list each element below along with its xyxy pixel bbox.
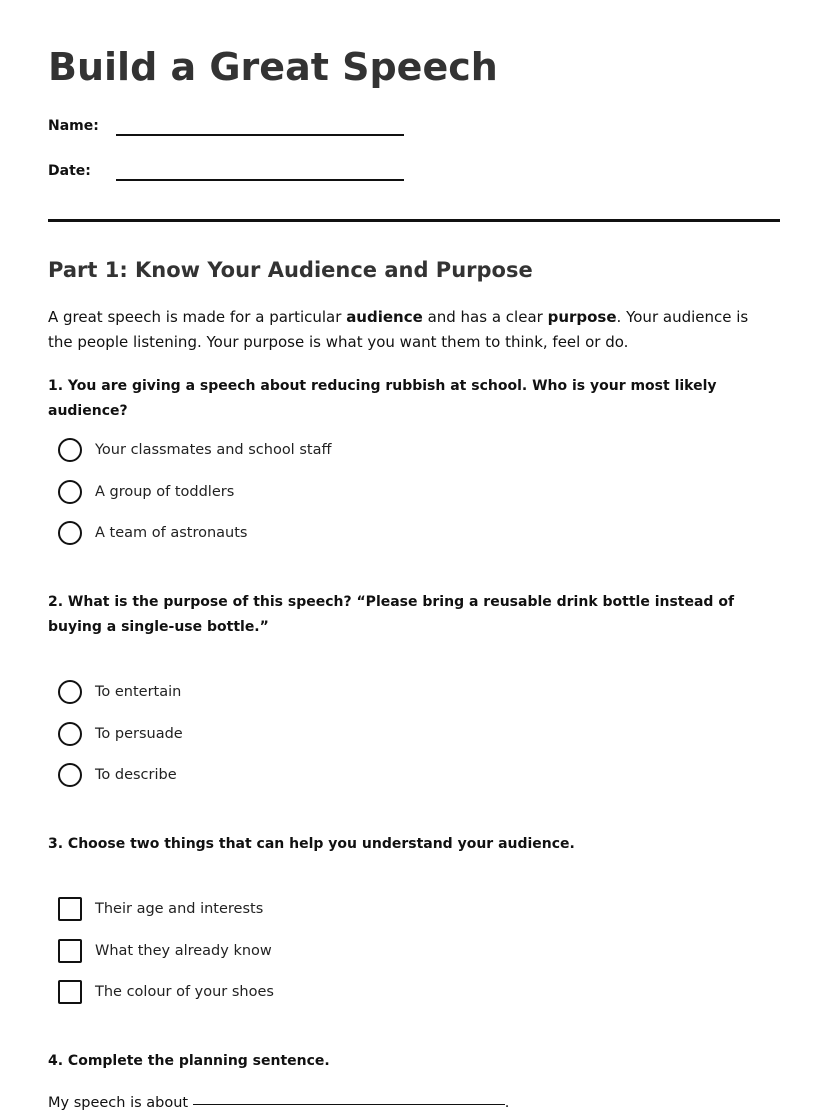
name-label: Name:: [48, 118, 99, 134]
radio-circle-icon[interactable]: [58, 763, 82, 787]
radio-circle-icon[interactable]: [58, 521, 82, 545]
radio-circle-icon[interactable]: [58, 722, 82, 746]
purpose-keyword: purpose: [547, 308, 617, 326]
option-label: A group of toddlers: [95, 484, 235, 500]
planning-sentence: [48, 1093, 768, 1113]
question-2-prompt: 2. What is the purpose of this speech? “Please bring a reusable drink bottle instead of buying a single-use bottle.”: [48, 594, 735, 635]
date-field[interactable]: [48, 161, 404, 181]
part-1-heading: Part 1: Know Your Audience and Purpose: [48, 258, 533, 282]
question-3-option-2[interactable]: [58, 939, 272, 963]
option-label: Their age and interests: [95, 901, 264, 917]
date-label: Date:: [48, 163, 91, 179]
question-2-option-2[interactable]: [58, 722, 183, 746]
option-label: What they already know: [95, 943, 272, 959]
checkbox-square-icon[interactable]: [58, 897, 82, 921]
question-1-prompt: 1. You are giving a speech about reducing rubbish at school. Who is your most likely audience?: [48, 378, 717, 419]
question-1-option-1[interactable]: [58, 438, 331, 462]
question-1-option-2[interactable]: [58, 480, 234, 504]
option-label: To entertain: [95, 684, 182, 700]
question-4-prompt: 4. Complete the planning sentence.: [48, 1053, 330, 1069]
audience-keyword: audience: [346, 308, 423, 326]
question-2-option-1[interactable]: [58, 680, 181, 704]
question-3-prompt: 3. Choose two things that can help you understand your audience.: [48, 836, 575, 852]
option-label: To persuade: [95, 726, 183, 742]
option-label: Your classmates and school staff: [95, 442, 332, 458]
radio-circle-icon[interactable]: [58, 438, 82, 462]
option-label: To describe: [95, 767, 177, 783]
question-1-option-3[interactable]: [58, 521, 247, 545]
question-2-option-3[interactable]: [58, 763, 177, 787]
intro-text-middle: and has a clear: [422, 308, 548, 326]
intro-text-end: . Your audience is the people listening. Your purpose is what you want them to think, feel or do.: [48, 308, 749, 351]
planning-sentence-start: My speech is about: [48, 1095, 189, 1111]
radio-circle-icon[interactable]: [58, 480, 82, 504]
intro-text-start: A great speech is made for a particular: [48, 308, 347, 326]
date-input-line[interactable]: [116, 163, 404, 181]
worksheet-page: [48, 45, 780, 1111]
question-3-option-1[interactable]: [58, 897, 263, 921]
checkbox-square-icon[interactable]: [58, 939, 82, 963]
checkbox-square-icon[interactable]: [58, 980, 82, 1004]
planning-sentence-end: .: [504, 1095, 510, 1111]
radio-circle-icon[interactable]: [58, 680, 82, 704]
section-divider: [48, 219, 780, 222]
name-field[interactable]: [48, 116, 404, 136]
option-label: A team of astronauts: [95, 525, 248, 541]
worksheet-title: Build a Great Speech: [48, 45, 498, 89]
planning-sentence-blank[interactable]: [193, 1104, 505, 1105]
part-1-introduction: [48, 305, 768, 355]
option-label: The colour of your shoes: [95, 984, 274, 1000]
question-3-option-3[interactable]: [58, 980, 274, 1004]
name-input-line[interactable]: [116, 118, 404, 136]
